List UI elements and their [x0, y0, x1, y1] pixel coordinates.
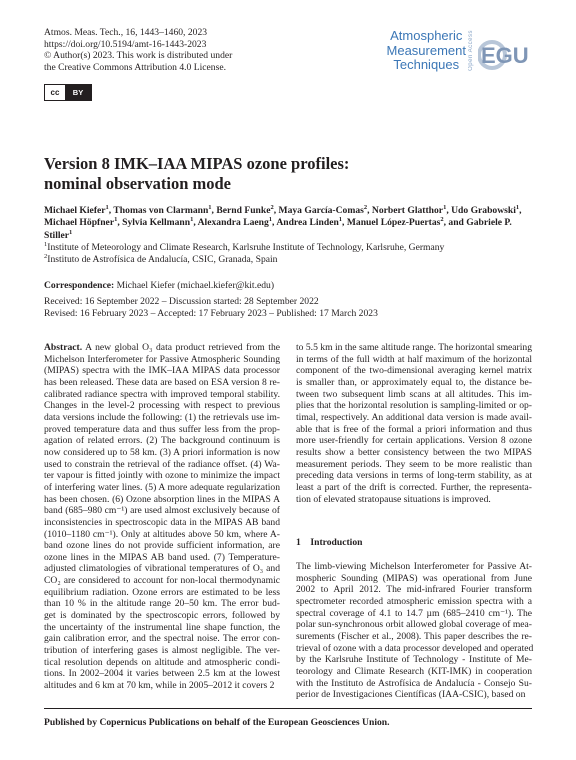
author-name: Bernd Funke: [216, 205, 271, 216]
citation-block: [44, 27, 232, 73]
text-line: 2002 to April 2012. The mid-infrared Fourier transform: [296, 584, 532, 596]
text-line: agation of related errors. (2) The background continuum is: [44, 435, 280, 447]
egu-logo-icon: [478, 32, 532, 78]
text-line: with the Instituto de Astrofísica de Andalucía - Consejo Su-: [296, 677, 532, 689]
text-line: is smaller than, or approximately equal to, the distance be-: [296, 376, 532, 388]
author-affiliation: 2: [363, 203, 368, 211]
text-line: tions. In 2002–2004 it varies between 2.5 km at the lowest: [44, 668, 280, 680]
paper-title: Version 8 IMK–IAA MIPAS ozone profiles: nominal observation mode: [44, 154, 350, 193]
affiliation-2: $^2$Instituto de Astrofísica de Andalucía, CSIC, Granada, Spain: [44, 252, 278, 265]
abstract-label: Abstract.: [44, 342, 83, 353]
abstract-right-column: [296, 342, 532, 505]
text-line: spectral coverage of 4.1 to 14.7 µm (685–2410 cm⁻¹). The: [296, 607, 532, 619]
text-line: (MIPAS) spectra with the IMK–IAA MIPAS data processor: [44, 365, 280, 377]
text-line: Abstract. A new global O₃ data product retrieved from the: [44, 342, 280, 353]
text-line: component of the two-dimensional averaging kernel matrix: [296, 365, 532, 377]
author-name: Maya García-Comas: [278, 205, 364, 216]
section-heading: 1 Introduction: [296, 537, 363, 548]
journal-name: Atmospheric Measurement Techniques: [386, 28, 466, 72]
text-line: CO₂ are considered to account for non-local thermodynamic: [44, 575, 280, 587]
correspondence: Correspondence: Michael Kiefer (michael.kiefer@kit.edu): [44, 280, 275, 291]
text-line: has been chosen. (6) Ozone absorption lines in the MIPAS A: [44, 493, 280, 505]
text-line: altitudes and 6 km at 70 km, while in 2005–2012 it covers 2: [44, 680, 275, 692]
text-line: used to constrain the retrieval of the radiance offset. (4) Wa-: [44, 458, 280, 470]
doi-link[interactable]: https://doi.org/10.5194/amt-16-1443-2023: [44, 38, 207, 50]
text-line: proved temperature data and thus suffer less from the prop-: [44, 423, 280, 435]
text-line: by the Karlsruhe Institute of Technology - Institute of Me-: [296, 654, 532, 666]
author-affiliation: 1: [69, 228, 73, 236]
author-affiliation: 1: [338, 216, 343, 224]
author-name: Alexandra Laeng: [197, 217, 269, 229]
text-line: Michelson Interferometer for Passive Atmospheric Sounding: [44, 353, 280, 365]
text-line: tribution of interfering gases is almost negligible. The ver-: [44, 645, 280, 657]
text-line: trieval of ozone with a data processor developed and operated: [296, 642, 534, 654]
author-affiliation: 1: [190, 216, 194, 224]
footer-divider: [44, 708, 532, 709]
text-line: (1010–1180 cm⁻¹). Only at altitudes above 50 km, where A-: [44, 528, 280, 540]
author-name: Norbert Glatthor: [371, 205, 444, 216]
cc-by-license-badge[interactable]: [44, 84, 92, 101]
author-name: Udo Grabowski: [451, 205, 516, 216]
author-name: Michael Höpfner: [44, 217, 115, 229]
text-line: least a part of the drift is corrected. Further, the representa-: [296, 481, 532, 493]
text-line: calibrated radiance spectra with improved temporal stability.: [44, 388, 280, 400]
text-line: to 5.5 km in the same altitude range. The horizontal smearing: [296, 342, 532, 353]
author-affiliation: 1: [515, 203, 520, 211]
text-line: of interfering water lines. (5) A more adequate regularization: [44, 481, 280, 493]
author-name: Andrea Linden: [276, 217, 339, 229]
text-line: band ozone lines do not provide sufficient information, are: [44, 540, 280, 552]
by-icon: BY: [65, 85, 91, 100]
text-line: measurement periods. They seem to be more realistic than: [296, 458, 532, 470]
text-line: get is dominated by the spectroscopic errors, followed by: [44, 610, 280, 622]
copyright-line: © Author(s) 2023. This work is distributed under: [44, 50, 233, 62]
author-name: Gabriele P. Stiller: [44, 217, 512, 241]
text-line: Changes in the level-2 processing with respect to previous: [44, 400, 280, 412]
author-name: Manuel López-Puertas: [346, 217, 441, 229]
publisher-footer: Published by Copernicus Publications on behalf of the European Geosciences Union.: [44, 717, 390, 728]
author-affiliation: 1: [268, 216, 273, 224]
open-access-label: Open Access: [468, 30, 474, 71]
cc-icon: cc: [45, 85, 65, 100]
text-line: preceding data versions in terms of long-term stability, as at: [296, 470, 532, 482]
author-name: Thomas von Clarmann: [113, 205, 209, 216]
text-line: timal, respectively. An additional data version is made avail-: [296, 411, 532, 423]
license-line: the Creative Commons Attribution 4.0 License.: [44, 61, 226, 73]
text-line: results show a better consistency between the two MIPAS: [296, 446, 532, 458]
text-line: The limb-viewing Michelson Interferometer for Passive At-: [296, 561, 532, 572]
text-line: tical resolution depends on altitude and atmospheric condi-: [44, 656, 280, 668]
affiliation-1: $^1$Institute of Meteorology and Climate Research, Karlsruhe Institute of Technology, Karlsruhe, Germany: [44, 240, 445, 253]
text-line: than 10 % in the altitude range 20–50 km. The error bud-: [44, 598, 280, 610]
text-line: teorology and Climate Research (KIT-IMK) in cooperation: [296, 665, 532, 677]
abstract-left-column: [44, 342, 280, 692]
text-line: spectrometer recorded atmospheric emission spectra with a: [296, 595, 532, 607]
text-line: perior de Investigaciones Científicas (IAA-CSIC), based on: [296, 689, 526, 701]
text-line: adjusted climatologies of vibrational temperatures of O₃ and: [44, 563, 280, 575]
text-line: plies that the horizontal resolution is sampling-limited or op-: [296, 400, 532, 412]
text-line: band (685–980 cm⁻¹) are used almost exclusively because of: [44, 505, 280, 517]
publication-dates: Received: 16 September 2022 – Discussion started: 28 September 2022 Revised: 16 February 2023 – Accepted: 17 February 2023 – Published: 17 March 2023: [44, 296, 378, 319]
text-line: equilibrium radiation. Ozone errors are estimated to be less: [44, 586, 280, 598]
text-line: ter vapour is fitted jointly with ozone to minimize the impact: [44, 470, 280, 482]
text-line: ozone lines in the MIPAS AB band used. (7) Temperature-: [44, 551, 280, 563]
text-line: now considered up to 58 km. (3) A priori information is now: [44, 446, 280, 458]
author-affiliation: 1: [208, 203, 212, 211]
correspondence-email[interactable]: Michael Kiefer (michael.kiefer@kit.edu): [116, 280, 275, 291]
author-affiliation: 1: [114, 216, 118, 224]
author-affiliation: 1: [105, 203, 109, 211]
text-line: has been released. These data are based on ESA version 8 re-: [44, 376, 280, 388]
author-affiliation: 2: [440, 216, 444, 224]
citation-line: Atmos. Meas. Tech., 16, 1443–1460, 2023: [44, 27, 208, 38]
introduction-body: [296, 561, 532, 701]
svg-text:EGU: EGU: [481, 43, 529, 68]
text-line: tween two subsequent limb scans at all altitudes. This im-: [296, 388, 532, 400]
text-line: surements (Fischer et al., 2008). This paper describes the re-: [296, 630, 532, 642]
text-line: mospheric Sounding (MIPAS) was operational from June: [296, 572, 532, 584]
author-affiliation: 2: [270, 203, 274, 211]
text-line: the uncertainty of the instrumental line shape function, the: [44, 621, 280, 633]
author-name: Sylvia Kellmann: [122, 217, 191, 229]
text-line: gain calibration error, and the spectral noise. The error con-: [44, 633, 280, 645]
author-list: Michael Kiefer$^1$, Thomas von Clarmann$^1$, Bernd Funke$^2$, Maya García-Comas$^2$, Norbert Glatthor$^1$, Udo Grabowski$^1$, Michael Höpfner$^1$, Sylvia Kellmann$^1$, Alexandra Laeng$^1$, Andrea Linden$^1$, Manuel López-Puertas$^2$, and Gabriele P. Stiller$^1$: [44, 203, 522, 241]
author-affiliation: 1: [443, 203, 447, 211]
text-line: able that is free of the formal a priori information and thus: [296, 423, 532, 435]
text-line: data versions include the following: (1) the retrievals use im-: [44, 411, 280, 423]
text-line: tion of elevated stratopause situations is improved.: [296, 493, 491, 505]
author-name: Michael Kiefer: [44, 205, 106, 216]
text-line: polar sun-synchronous orbit allowed global coverage of mea-: [296, 619, 532, 631]
affiliations: [44, 242, 444, 265]
text-line: more user-friendly for certain applications. Version 8 ozone: [296, 435, 532, 447]
text-line: inconsistencies in spectroscopic data in the MIPAS AB band: [44, 516, 280, 528]
text-line: in terms of the full width at half maximum of the horizontal: [296, 353, 532, 365]
